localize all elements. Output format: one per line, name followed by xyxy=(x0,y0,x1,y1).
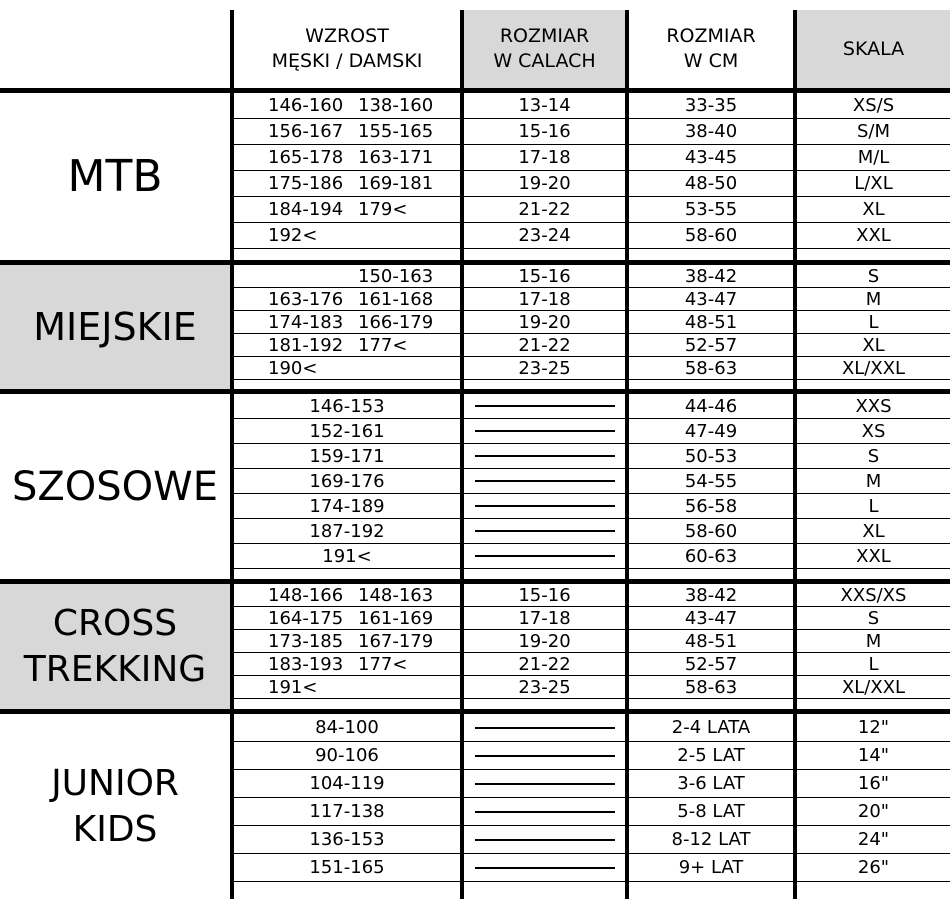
size-cm-cell: 52-57 xyxy=(625,653,793,676)
spacer-cell xyxy=(230,380,460,389)
height-range-cell xyxy=(230,197,460,223)
height-male: 164-175 xyxy=(268,607,344,629)
size-inches-cell: 21-22 xyxy=(460,653,625,676)
scale-cell: L xyxy=(793,653,950,676)
height-male: 163-176 xyxy=(268,288,344,310)
size-inches-cell: 23-25 xyxy=(460,357,625,380)
size-row xyxy=(230,854,950,882)
spacer-cell xyxy=(230,882,460,899)
size-cm-cell: 58-63 xyxy=(625,357,793,380)
size-cm-cell: 60-63 xyxy=(625,544,793,569)
dash-line xyxy=(475,505,615,507)
height-range-cell: 146-153 xyxy=(230,394,460,419)
header-height-line1: WZROST xyxy=(305,25,389,47)
height-range-cell xyxy=(230,223,460,249)
header-cm-line1: ROZMIAR xyxy=(666,25,756,47)
size-inches-cell: 23-24 xyxy=(460,223,625,249)
dash-line xyxy=(475,839,615,841)
scale-cell: S xyxy=(793,607,950,630)
scale-cell: 14" xyxy=(793,742,950,770)
size-cm-cell: 47-49 xyxy=(625,419,793,444)
size-inches-cell xyxy=(460,798,625,826)
height-female: 166-179 xyxy=(358,311,434,333)
dash-line xyxy=(475,783,615,785)
scale-cell: XL xyxy=(793,197,950,223)
size-inches-cell: 23-25 xyxy=(460,676,625,699)
height-range-cell xyxy=(230,676,460,699)
size-cm-cell: 2-4 LATA xyxy=(625,714,793,742)
size-cm-cell: 58-60 xyxy=(625,223,793,249)
height-male: 174-183 xyxy=(268,311,344,333)
size-inches-cell xyxy=(460,419,625,444)
size-cm-cell: 56-58 xyxy=(625,494,793,519)
size-inches-cell xyxy=(460,854,625,882)
section-cross-trekking xyxy=(0,579,950,709)
spacer-cell xyxy=(793,380,950,389)
size-inches-cell: 19-20 xyxy=(460,311,625,334)
height-male: 165-178 xyxy=(268,147,344,168)
size-cm-cell: 58-60 xyxy=(625,519,793,544)
height-female: 177< xyxy=(358,334,408,356)
height-male: 181-192 xyxy=(268,334,344,356)
height-range-cell: 152-161 xyxy=(230,419,460,444)
size-inches-cell xyxy=(460,714,625,742)
height-range-cell xyxy=(230,171,460,197)
size-row xyxy=(230,394,950,419)
size-cm-cell: 48-51 xyxy=(625,311,793,334)
section-mtb xyxy=(0,93,950,260)
height-male: 173-185 xyxy=(268,630,344,652)
size-row xyxy=(230,288,950,311)
size-cm-cell: 9+ LAT xyxy=(625,854,793,882)
size-row xyxy=(230,770,950,798)
scale-cell: S/M xyxy=(793,119,950,145)
height-male: 190< xyxy=(268,357,318,379)
spacer-row xyxy=(230,249,950,260)
size-row xyxy=(230,519,950,544)
size-inches-cell: 15-16 xyxy=(460,119,625,145)
height-male: 192< xyxy=(268,225,318,246)
dash-line xyxy=(475,755,615,757)
size-cm-cell: 54-55 xyxy=(625,469,793,494)
size-inches-cell xyxy=(460,519,625,544)
dash-line xyxy=(475,405,615,407)
dash-line xyxy=(475,430,615,432)
scale-cell: 12" xyxy=(793,714,950,742)
scale-cell: L xyxy=(793,494,950,519)
height-range-cell: 159-171 xyxy=(230,444,460,469)
height-range-cell: 84-100 xyxy=(230,714,460,742)
size-cm-cell: 53-55 xyxy=(625,197,793,223)
height-female: 163-171 xyxy=(358,147,434,168)
size-cm-cell: 5-8 LAT xyxy=(625,798,793,826)
height-range-cell xyxy=(230,653,460,676)
size-row xyxy=(230,544,950,569)
scale-cell: XS xyxy=(793,419,950,444)
size-cm-cell: 44-46 xyxy=(625,394,793,419)
header-cm-line2: W CM xyxy=(683,50,739,72)
size-inches-cell: 17-18 xyxy=(460,288,625,311)
size-inches-cell: 19-20 xyxy=(460,630,625,653)
spacer-cell xyxy=(793,882,950,899)
height-female: 167-179 xyxy=(358,630,434,652)
height-range-cell: 117-138 xyxy=(230,798,460,826)
height-male: 191< xyxy=(268,676,318,698)
size-row xyxy=(230,798,950,826)
scale-cell: M xyxy=(793,469,950,494)
size-cm-cell: 48-51 xyxy=(625,630,793,653)
size-row xyxy=(230,826,950,854)
header-cell-scale xyxy=(793,10,950,88)
size-row xyxy=(230,742,950,770)
category-label xyxy=(0,714,230,899)
scale-cell: 16" xyxy=(793,770,950,798)
header-cell-height xyxy=(230,10,460,88)
spacer-row xyxy=(230,699,950,709)
size-row xyxy=(230,714,950,742)
height-range-cell xyxy=(230,584,460,607)
size-row xyxy=(230,357,950,380)
scale-cell: XL/XXL xyxy=(793,676,950,699)
table-body xyxy=(0,93,950,899)
rows-container xyxy=(230,265,950,389)
size-row xyxy=(230,630,950,653)
size-cm-cell: 38-40 xyxy=(625,119,793,145)
spacer-cell xyxy=(625,380,793,389)
category-label-line: JUNIOR xyxy=(51,762,179,804)
scale-cell: M/L xyxy=(793,145,950,171)
spacer-cell xyxy=(460,569,625,579)
scale-cell: M xyxy=(793,630,950,653)
height-range-cell: 174-189 xyxy=(230,494,460,519)
spacer-cell xyxy=(793,569,950,579)
height-range-cell xyxy=(230,265,460,288)
height-range-cell xyxy=(230,357,460,380)
height-range-cell xyxy=(230,93,460,119)
height-female: 179< xyxy=(358,199,408,220)
size-cm-cell: 52-57 xyxy=(625,334,793,357)
size-row xyxy=(230,607,950,630)
size-row xyxy=(230,197,950,223)
spacer-row xyxy=(230,380,950,389)
size-row xyxy=(230,145,950,171)
height-range-cell: 90-106 xyxy=(230,742,460,770)
category-label xyxy=(0,93,230,260)
size-row xyxy=(230,119,950,145)
category-label xyxy=(0,265,230,389)
size-inches-cell xyxy=(460,770,625,798)
spacer-cell xyxy=(793,249,950,260)
header-cell-size-inches xyxy=(460,10,625,88)
height-male: 175-186 xyxy=(268,173,344,194)
scale-cell: XXS/XS xyxy=(793,584,950,607)
size-cm-cell: 8-12 LAT xyxy=(625,826,793,854)
scale-cell: M xyxy=(793,288,950,311)
scale-cell: S xyxy=(793,444,950,469)
height-female: 177< xyxy=(358,653,408,675)
height-range-cell: 151-165 xyxy=(230,854,460,882)
size-inches-cell xyxy=(460,394,625,419)
category-label-line: CROSS xyxy=(52,602,178,644)
size-cm-cell: 38-42 xyxy=(625,584,793,607)
category-label-line: TREKKING xyxy=(23,648,207,690)
dash-line xyxy=(475,555,615,557)
height-range-cell: 104-119 xyxy=(230,770,460,798)
height-female: 150-163 xyxy=(358,265,434,287)
height-range-cell xyxy=(230,119,460,145)
category-label-line: KIDS xyxy=(72,808,158,850)
table-header-row xyxy=(0,10,950,93)
size-inches-cell xyxy=(460,494,625,519)
height-range-cell xyxy=(230,630,460,653)
spacer-cell xyxy=(230,569,460,579)
section-miejskie xyxy=(0,260,950,389)
size-inches-cell: 21-22 xyxy=(460,197,625,223)
size-cm-cell: 43-47 xyxy=(625,607,793,630)
size-row xyxy=(230,171,950,197)
size-inches-cell: 15-16 xyxy=(460,584,625,607)
scale-cell: 20" xyxy=(793,798,950,826)
rows-container xyxy=(230,584,950,709)
size-cm-cell: 2-5 LAT xyxy=(625,742,793,770)
dash-line xyxy=(475,455,615,457)
dash-line xyxy=(475,867,615,869)
height-female: 169-181 xyxy=(358,173,434,194)
section-junior-kids xyxy=(0,709,950,899)
category-label-line: SZOSOWE xyxy=(12,463,218,510)
height-range-cell: 136-153 xyxy=(230,826,460,854)
section-szosowe xyxy=(0,389,950,579)
size-cm-cell: 33-35 xyxy=(625,93,793,119)
height-range-cell xyxy=(230,334,460,357)
category-label xyxy=(0,584,230,709)
category-label-line: MIEJSKIE xyxy=(33,305,197,349)
header-height-line2: MĘSKI / DAMSKI xyxy=(271,50,423,72)
height-range-cell xyxy=(230,288,460,311)
size-inches-cell xyxy=(460,742,625,770)
category-label-line: MTB xyxy=(67,151,163,202)
scale-cell: XXL xyxy=(793,544,950,569)
spacer-cell xyxy=(230,249,460,260)
rows-container xyxy=(230,714,950,899)
category-label xyxy=(0,394,230,579)
dash-line xyxy=(475,530,615,532)
size-inches-cell: 17-18 xyxy=(460,145,625,171)
spacer-cell xyxy=(625,882,793,899)
header-scale-label: SKALA xyxy=(842,37,905,60)
height-range-cell: 169-176 xyxy=(230,469,460,494)
size-row xyxy=(230,223,950,249)
height-male: 148-166 xyxy=(268,584,344,606)
scale-cell: XXS xyxy=(793,394,950,419)
dash-line xyxy=(475,480,615,482)
scale-cell: XL/XXL xyxy=(793,357,950,380)
dash-line xyxy=(475,811,615,813)
size-row xyxy=(230,584,950,607)
spacer-cell xyxy=(625,249,793,260)
height-female: 155-165 xyxy=(358,121,434,142)
scale-cell: L/XL xyxy=(793,171,950,197)
height-range-cell xyxy=(230,607,460,630)
height-range-cell xyxy=(230,145,460,171)
header-cell-category xyxy=(0,10,230,88)
size-row xyxy=(230,419,950,444)
size-row xyxy=(230,93,950,119)
size-inches-cell xyxy=(460,544,625,569)
size-inches-cell: 13-14 xyxy=(460,93,625,119)
height-male: 146-160 xyxy=(268,95,344,116)
height-female: 161-169 xyxy=(358,607,434,629)
size-row xyxy=(230,653,950,676)
size-cm-cell: 38-42 xyxy=(625,265,793,288)
height-male: 184-194 xyxy=(268,199,344,220)
spacer-cell xyxy=(460,882,625,899)
spacer-row xyxy=(230,882,950,899)
height-female: 138-160 xyxy=(358,95,434,116)
size-row xyxy=(230,265,950,288)
scale-cell: S xyxy=(793,265,950,288)
spacer-cell xyxy=(625,699,793,709)
size-inches-cell xyxy=(460,444,625,469)
size-row xyxy=(230,444,950,469)
rows-container xyxy=(230,394,950,579)
scale-cell: L xyxy=(793,311,950,334)
height-range-cell: 191< xyxy=(230,544,460,569)
size-cm-cell: 50-53 xyxy=(625,444,793,469)
height-female: 161-168 xyxy=(358,288,434,310)
size-row xyxy=(230,469,950,494)
header-cell-size-cm xyxy=(625,10,793,88)
size-cm-cell: 48-50 xyxy=(625,171,793,197)
size-inches-cell: 21-22 xyxy=(460,334,625,357)
spacer-row xyxy=(230,569,950,579)
size-cm-cell: 58-63 xyxy=(625,676,793,699)
spacer-cell xyxy=(460,249,625,260)
size-row xyxy=(230,311,950,334)
size-inches-cell: 17-18 xyxy=(460,607,625,630)
height-female: 148-163 xyxy=(358,584,434,606)
spacer-cell xyxy=(460,380,625,389)
rows-container xyxy=(230,93,950,260)
size-row xyxy=(230,676,950,699)
header-inches-line2: W CALACH xyxy=(493,50,596,72)
size-inches-cell: 19-20 xyxy=(460,171,625,197)
header-inches-line1: ROZMIAR xyxy=(499,25,590,47)
scale-cell: XL xyxy=(793,519,950,544)
size-inches-cell xyxy=(460,469,625,494)
size-cm-cell: 3-6 LAT xyxy=(625,770,793,798)
scale-cell: XXL xyxy=(793,223,950,249)
size-inches-cell xyxy=(460,826,625,854)
scale-cell: XL xyxy=(793,334,950,357)
dash-line xyxy=(475,727,615,729)
scale-cell: 26" xyxy=(793,854,950,882)
size-cm-cell: 43-45 xyxy=(625,145,793,171)
size-row xyxy=(230,494,950,519)
spacer-cell xyxy=(230,699,460,709)
height-male: 156-167 xyxy=(268,121,344,142)
size-inches-cell: 15-16 xyxy=(460,265,625,288)
height-male: 183-193 xyxy=(268,653,344,675)
spacer-cell xyxy=(793,699,950,709)
spacer-cell xyxy=(460,699,625,709)
spacer-cell xyxy=(625,569,793,579)
height-range-cell: 187-192 xyxy=(230,519,460,544)
height-range-cell xyxy=(230,311,460,334)
size-cm-cell: 43-47 xyxy=(625,288,793,311)
size-row xyxy=(230,334,950,357)
scale-cell: XS/S xyxy=(793,93,950,119)
scale-cell: 24" xyxy=(793,826,950,854)
